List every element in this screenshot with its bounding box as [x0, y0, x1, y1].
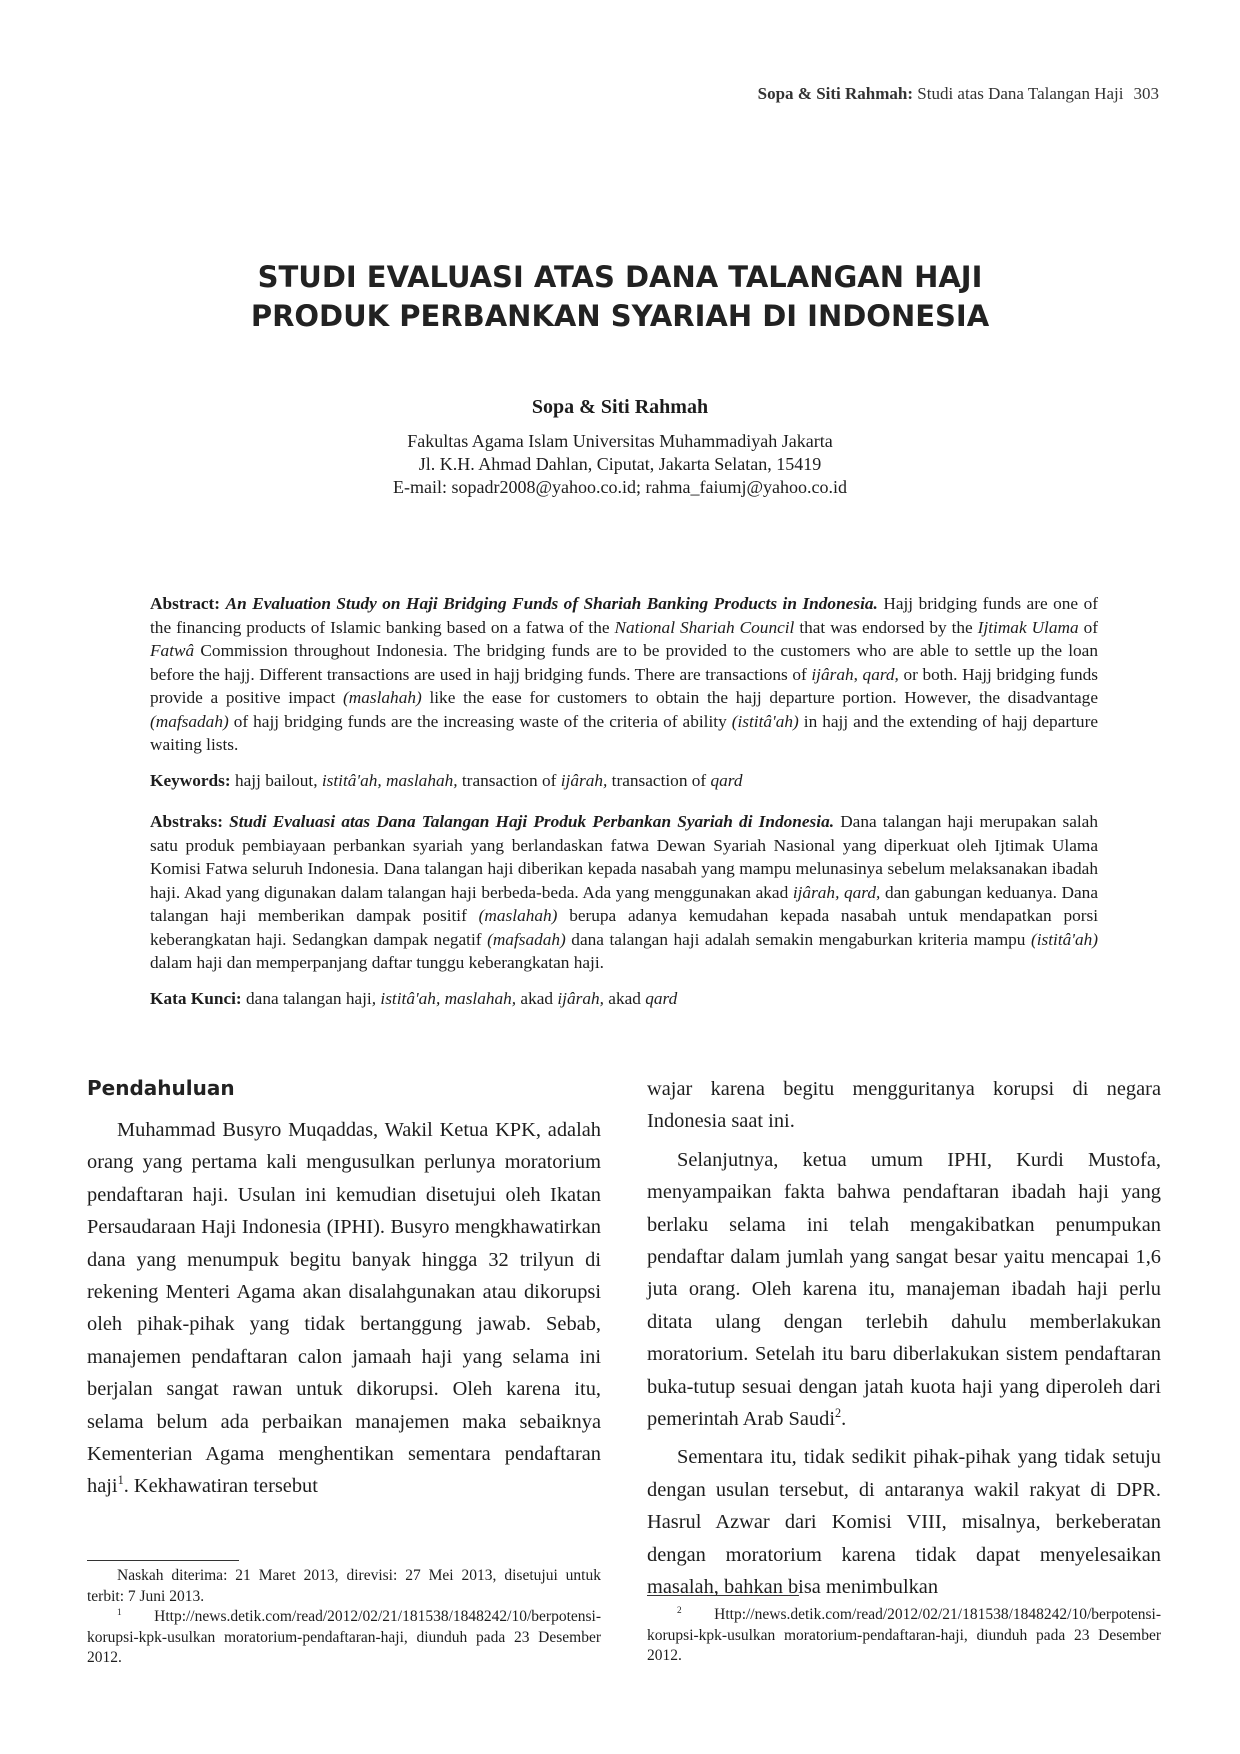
- right-column: [647, 1073, 1161, 1604]
- abstract-label: Abstract:: [150, 594, 221, 613]
- abstract-title: An Evaluation Study on Haji Bridging Funds of Shariah Banking Products in Indonesia.: [225, 594, 878, 613]
- running-head-title: Studi atas Dana Talangan Haji: [917, 84, 1124, 103]
- running-head: [758, 84, 1159, 104]
- abstraks-label: Abstraks:: [150, 812, 223, 831]
- abstraks-title: Studi Evaluasi atas Dana Talangan Haji Produk Perbankan Syariah di Indonesia.: [229, 812, 835, 831]
- footnote-1: $^1$ Http://news.detik.com/read/2012/02/21/181538/1848242/10/berpotensi-korupsi-kpk-usulkan moratorium-pendaftaran-haji, diunduh pada 23 Desember 2012.: [87, 1607, 601, 1666]
- page-number: 303: [1133, 84, 1159, 103]
- footnote-rule-right: [647, 1595, 799, 1596]
- footnote-ref-2: 2: [835, 1406, 842, 1421]
- paper-title-line-2: PRODUK PERBANKAN SYARIAH DI INDONESIA: [250, 299, 990, 333]
- paper-title-line-1: STUDI EVALUASI ATAS DANA TALANGAN HAJI: [257, 260, 983, 294]
- footnote-rule-left: [87, 1560, 239, 1561]
- keywords-indonesian: Kata Kunci: dana talangan haji, istitâ'ah, maslahah, akad ijârah, akad qard: [150, 988, 678, 1008]
- affiliation-line-2: Jl. K.H. Ahmad Dahlan, Ciputat, Jakarta Selatan, 15419: [418, 454, 822, 474]
- abstract-indonesian: Abstraks: Studi Evaluasi atas Dana Talangan Haji Produk Perbankan Syariah di Indonesia. Dana talangan haji merupakan salah satu produk pembiayaan perbankan syariah yang berlandaskan fatwa Dewan Syariah Nasional yang diperkuat oleh Ijtimak Ulama Komisi Fatwa seluruh Indonesia. Dana talangan haji diberikan kepada nasabah yang mampu melunasinya sebelum melaksanakan ibadah haji. Akad yang digunakan dalam talangan haji berbeda-beda. Ada yang menggunakan akad ijârah, qard, dan gabungan keduanya. Dana talangan haji memberikan dampak positif (maslahah) berupa adanya kemudahan kepada nasabah untuk mendapatkan porsi keberangkatan haji. Sedangkan dampak negatif (mafsadah) dana talangan haji adalah semakin mengaburkan kriteria mampu (istitâ'ah) dalam haji dan memperpanjang daftar tunggu keberangkatan haji.: [150, 812, 1099, 972]
- left-column: [87, 1114, 601, 1503]
- body-paragraph: Sementara itu, tidak sedikit pihak-pihak yang tidak setuju dengan usulan tersebut, di antaranya wakil rakyat di DPR. Hasrul Azwar dari Komisi VIII, misalnya, berkeberatan dengan moratorium karena tidak dapat menyelesaikan masalah, bahkan bisa menimbulkan: [647, 1446, 1161, 1599]
- paper-title: [0, 258, 1240, 336]
- body-paragraph: Muhammad Busyro Muqaddas, Wakil Ketua KPK, adalah orang yang pertama kali mengusulkan perlunya moratorium pendaftaran haji. Usulan ini kemudian disetujui oleh Ikatan Persaudaraan Haji Indonesia (IPHI). Busyro mengkhawatirkan dana yang menumpuk begitu banyak hingga 32 trilyun di rekening Menteri Agama akan disalahgunakan atau dikorupsi oleh pihak-pihak yang tidak bertanggung jawab. Sebab, manajemen pendaftaran calon jamaah haji yang selama ini berjalan sangat rawan untuk dikorupsi. Oleh karena itu, selama belum ada perbaikan manajemen maka sebaiknya Kementerian Agama menghentikan sementara pendaftaran haji$^1$. Kekhawatiran tersebut: [87, 1119, 601, 1498]
- running-head-authors: Sopa & Siti Rahmah:: [757, 84, 914, 103]
- author-names: Sopa & Siti Rahmah: [531, 396, 709, 418]
- affiliation-email: E-mail: sopadr2008@yahoo.co.id; rahma_faiumj@yahoo.co.id: [392, 477, 848, 497]
- affiliation-line-1: Fakultas Agama Islam Universitas Muhammadiyah Jakarta: [407, 431, 833, 451]
- body-paragraph: Selanjutnya, ketua umum IPHI, Kurdi Mustofa, menyampaikan fakta bahwa pendaftaran ibadah haji yang berlaku selama ini telah mengakibatkan penumpukan pendaftar dalam jumlah yang sangat besar yaitu mencapai 1,6 juta orang. Oleh karena itu, manajeman ibadah haji perlu ditata ulang dengan terlebih dahulu memberlakukan moratorium. Setelah itu baru diberlakukan sistem pendaftaran buka-tutup sesuai dengan jatah kuota haji yang diperoleh dari pemerintah Arab Saudi$^2$.: [647, 1148, 1161, 1431]
- section-heading: Pendahuluan: [87, 1076, 235, 1100]
- keywords-label: Keywords:: [150, 770, 231, 790]
- footnote-ref-1: 1: [117, 1473, 124, 1488]
- footnote-2: $^2$ Http://news.detik.com/read/2012/02/21/181538/1848242/10/berpotensi-korupsi-kpk-usulkan moratorium-pendaftaran-haji, diunduh pada 23 Desember 2012.: [647, 1605, 1161, 1664]
- footnotes-left: [87, 1566, 601, 1669]
- body-paragraph-continued: wajar karena begitu mengguritanya korupsi di negara Indonesia saat ini.: [647, 1078, 1161, 1133]
- abstract-english: Abstract: An Evaluation Study on Haji Bridging Funds of Shariah Banking Products in Indonesia. Hajj bridging funds are one of the financing products of Islamic banking based on a fatwa of the National Shariah Council that was endorsed by the Ijtimak Ulama of Fatwâ Commission throughout Indonesia. The bridging funds are to be provided to the customers who are able to settle up the loan before the hajj. Different transactions are used in hajj bridging funds. There are transactions of ijârah, qard, or both. Hajj bridging funds provide a positive impact (maslahah) like the ease for customers to obtain the hajj departure portion. However, the disadvantage (mafsadah) of hajj bridging funds are the increasing waste of the criteria of ability (istitâ'ah) in hajj and the extending of hajj departure waiting lists.: [150, 594, 1098, 754]
- affiliation: [0, 430, 1240, 499]
- abstract-block: [150, 592, 1098, 1022]
- footnotes-right: [647, 1605, 1161, 1667]
- kata-kunci-label: Kata Kunci:: [150, 988, 242, 1008]
- keywords-english: Keywords: hajj bailout, istitâ'ah, maslahah, transaction of ijârah, transaction of qard: [150, 770, 743, 790]
- received-note: Naskah diterima: 21 Maret 2013, direvisi: 27 Mei 2013, disetujui untuk terbit: 7 Juni 2013.: [87, 1567, 601, 1605]
